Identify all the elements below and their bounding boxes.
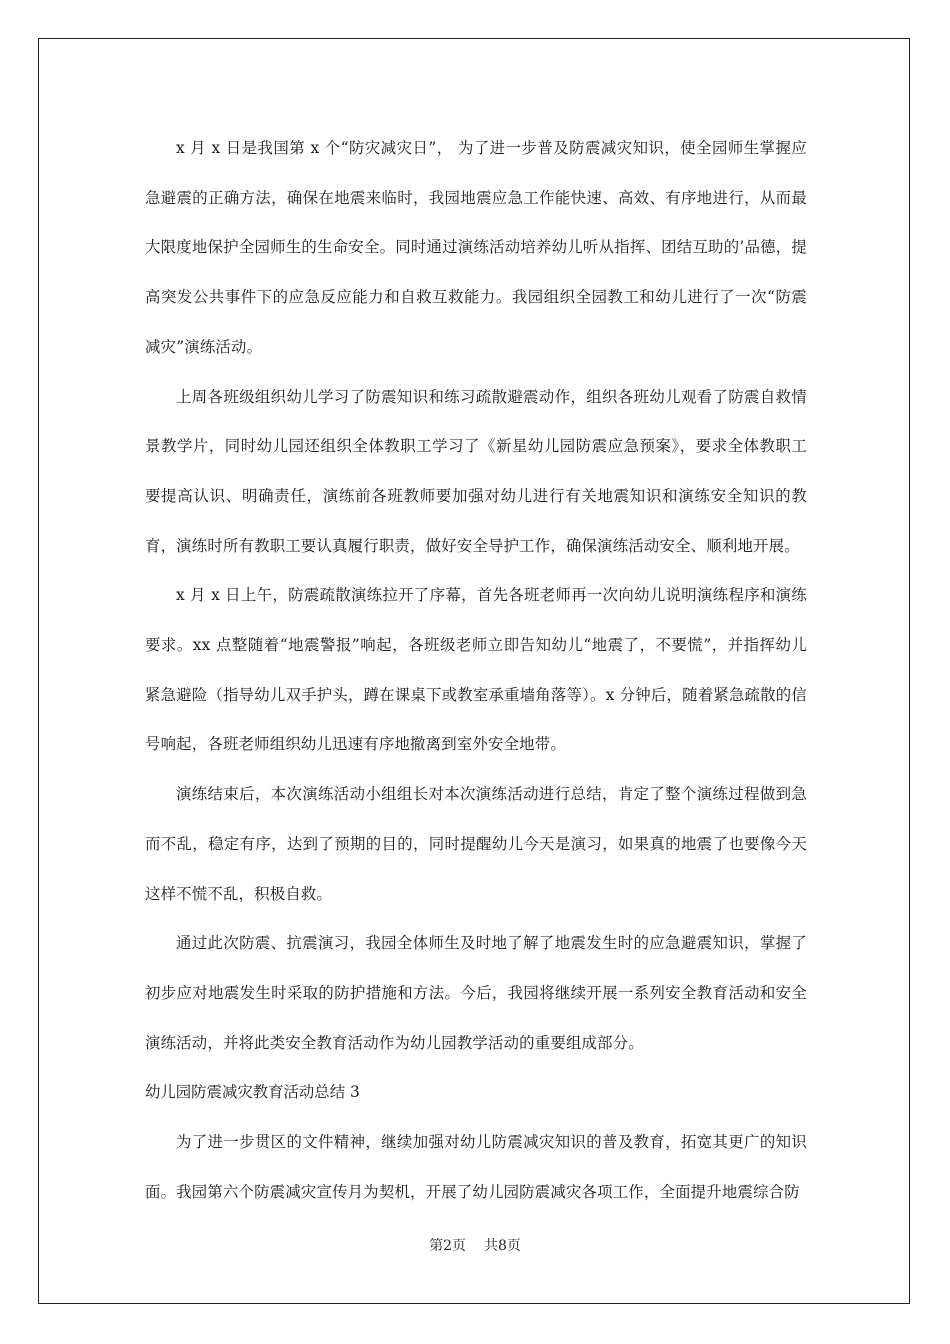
paragraph-3: x 月 x 日上午，防震疏散演练拉开了序幕，首先各班老师再一次向幼儿说明演练程序和演练要求。xx 点整随着“地震警报”响起，各班级老师立即告知幼儿“地震了，不要慌”，并指挥幼儿紧急避险（指导幼儿双手护头，蹲在课桌下或教室承重墙角落等）。x 分钟后，随着紧急疏散的信号响起，各班老师组织幼儿迅速有序地撤离到室外安全地带。 bbox=[145, 586, 807, 754]
paragraph-1: x 月 x 日是我国第 x 个“防灾减灾日”， 为了进一步普及防震减灾知识，使全园师生掌握应急避震的正确方法，确保在地震来临时，我园地震应急工作能快速、高效、有序地进行，从而最大限度地保护全园师生的生命安全。同时通过演练活动培养幼儿听从指挥、团结互助的’品德，提高突发公共事件下的应急反应能力和自救互救能力。我园组织全园教工和幼儿进行了一次“防震减灾”演练活动。 bbox=[145, 139, 807, 356]
paragraph-4: 演练结束后，本次演练活动小组组长对本次演练活动进行总结，肯定了整个演练过程做到急而不乱，稳定有序，达到了预期的目的，同时提醒幼儿今天是演习，如果真的地震了也要像今天这样不慌不乱，积极自救。 bbox=[145, 785, 807, 903]
page-footer bbox=[0, 1237, 950, 1255]
paragraph-2: 上周各班级组织幼儿学习了防震知识和练习疏散避震动作，组织各班幼儿观看了防震自救情景教学片，同时幼儿园还组织全体教职工学习了《新星幼儿园防震应急预案》，要求全体教职工要提高认识、明确责任，演练前各班教师要加强对幼儿进行有关地震知识和演练安全知识的教育，演练时所有教职工要认真履行职责，做好安全导护工作，确保演练活动安全、顺利地开展。 bbox=[145, 387, 807, 555]
paragraph-5: 通过此次防震、抗震演习，我园全体师生及时地了解了地震发生时的应急避震知识，掌握了初步应对地震发生时采取的防护措施和方法。今后，我园将继续开展一系列安全教育活动和安全演练活动，并将此类安全教育活动作为幼儿园教学活动的重要组成部分。 bbox=[145, 934, 807, 1052]
section-heading: 幼儿园防震减灾教育活动总结 3 bbox=[145, 1083, 360, 1102]
page-total: 共8页 bbox=[484, 1238, 521, 1254]
page-number: 第2页 bbox=[429, 1238, 466, 1254]
document-body bbox=[145, 124, 807, 1217]
section-paragraph: 为了进一步贯区的文件精神，继续加强对幼儿防震减灾知识的普及教育，拓宽其更广的知识面。我园第六个防震减灾宣传月为契机，开展了幼儿园防震减灾各项工作，全面提升地震综合防 bbox=[145, 1133, 807, 1201]
